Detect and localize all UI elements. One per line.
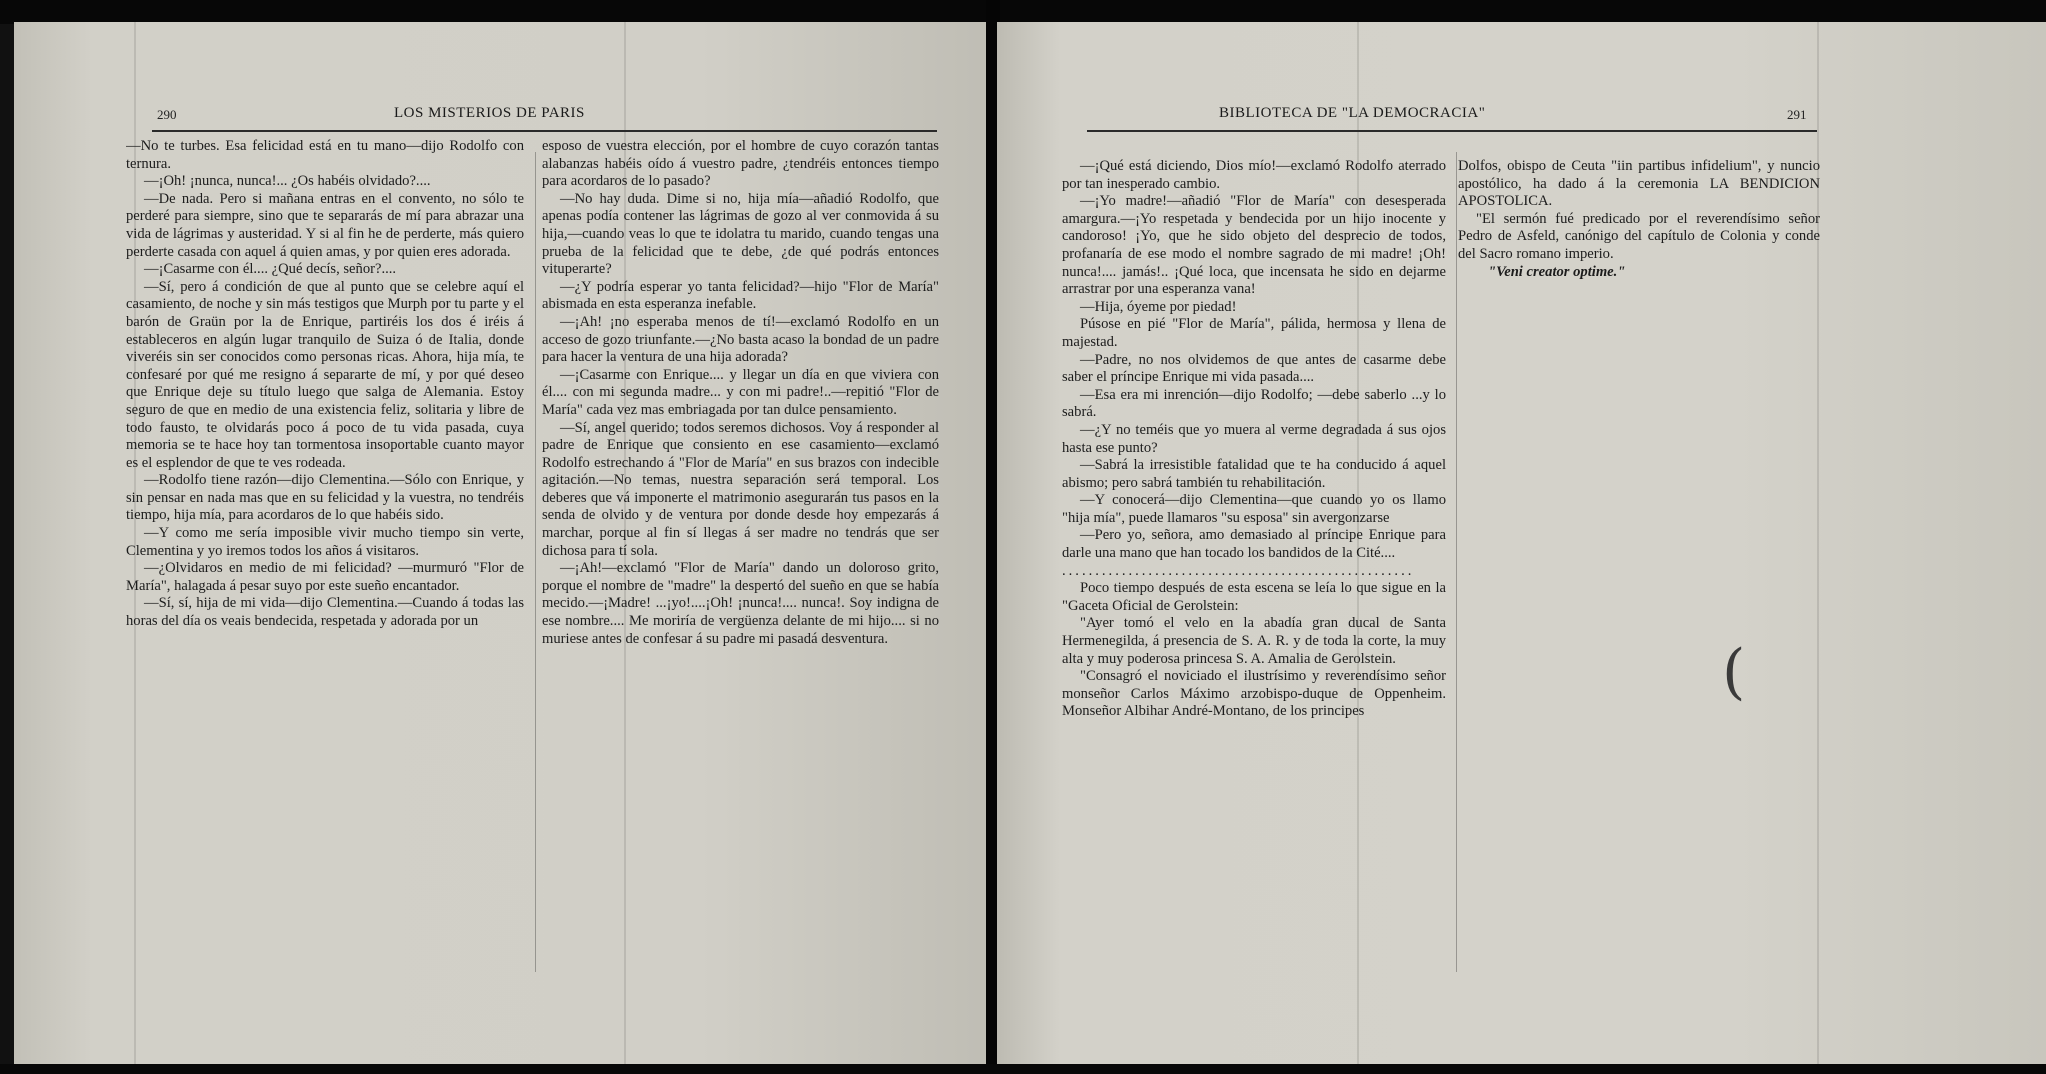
closing-quote: "Veni creator optime.": [1488, 263, 1626, 280]
paragraph: —Padre, no nos olvidemos de que antes de casarme debe saber el príncipe Enrique mi vida pasada....: [1062, 351, 1446, 386]
page-number: 290: [157, 107, 177, 122]
paragraph: —Y como me sería imposible vivir mucho tiempo sin verte, Clementina y yo iremos todos los años á visitaros.: [126, 525, 524, 559]
running-head: BIBLIOTECA DE "LA DEMOCRACIA": [1219, 105, 1486, 121]
header-rule: [1087, 130, 1817, 132]
column-divider: [535, 152, 536, 972]
paragraph: "Consagró el noviciado el ilustrísimo y reverendísimo señor monseñor Carlos Máximo arzobispo-duque de Oppenheim. Monseñor Albihar André-Montano, de los principes: [1062, 668, 1446, 720]
paragraph: esposo de vuestra elección, por el hombre de cuyo corazón tantas alabanzas habéis oído á vuestro padre, ¿tendréis entonces tiempo para acordaros de lo pasado?: [542, 138, 939, 190]
paragraph: —Sí, pero á condición de que al punto que se celebre aquí el casamiento, de noche y sin más testigos que Murph por tu parte y el barón de Graün por la de Enrique, partiréis los dos é iréis á estableceros en algún lugar tranquilo de Suiza ó de Italia, donde viveréis sin ser conocidos como personas ricas. Ahora, hija mía, te confesaré por qué me resigno á separarte de mí, y por qué deseo que Enrique deje su título luego que salga de Alemania. Estoy seguro de que en medio de una existencia feliz, solitaria y libre de todo fausto, te olvidarás poco á poco de tu vida pasada, cuya memoria se te hace hoy tan tormentosa insoportable cuanto mayor es el esplendor de que te ves rodeada.: [126, 278, 524, 471]
paragraph: —Rodolfo tiene razón—dijo Clementina.—Sólo con Enrique, y sin pensar en nada mas que en su felicidad y la vuestra, no tendréis tiempo, hija mía, para acordaros de lo que habéis sido.: [126, 472, 524, 524]
running-head: LOS MISTERIOS DE PARIS: [394, 105, 585, 121]
paragraph: —¡Oh! ¡nunca, nunca!... ¿Os habéis olvidado?....: [144, 173, 431, 190]
right-page-column-1: [1062, 158, 1446, 988]
paragraph: —Y conocerá—dijo Clementina—que cuando yo os llamo "hija mía", puede llamaros "su esposa" sin avergonzarse: [1062, 492, 1446, 526]
paragraph: —¡Qué está diciendo, Dios mío!—exclamó Rodolfo aterrado por tan inesperado cambio.: [1062, 158, 1446, 192]
paragraph: Púsose en pié "Flor de María", pálida, hermosa y llena de majestad.: [1062, 316, 1446, 350]
paragraph: "Ayer tomó el velo en la abadía gran ducal de Santa Hermenegilda, á presencia de S. A. R. y de toda la corte, la muy alta y muy poderosa princesa S. A. Amalia de Gerolstein.: [1062, 615, 1446, 667]
paragraph: —¿Y podría esperar yo tanta felicidad?—hijo "Flor de María" abismada en esta esperanza inefable.: [542, 278, 939, 313]
paragraph: —De nada. Pero si mañana entras en el convento, no sólo te perderé para siempre, sino que te separarás de mí para abrazar una vida de lágrimas y austeridad. Y si al fin he de perderte, más quiero perderte casada con aquel á quien amas, y por quien eres adorada.: [126, 190, 524, 260]
paragraph: —Esa era mi inrención—dijo Rodolfo; —debe saberlo ...y lo sabrá.: [1062, 386, 1446, 421]
paragraph: —No te turbes. Esa felicidad está en tu mano—dijo Rodolfo con ternura.: [126, 138, 524, 172]
paragraph: —¡Casarme con él.... ¿Qué decís, señor?....: [144, 261, 397, 278]
paragraph: —Sí, sí, hija de mi vida—dijo Clementina.—Cuando á todas las horas del día os veais bendecida, respetada y adorada por un: [126, 595, 524, 630]
right-page: [997, 22, 2046, 1074]
paragraph: —¡Yo madre!—añadió "Flor de María" con desesperada amargura.—¡Yo respetada y bendecida por un hijo inocente y candoroso! ¡Yo, que he sido objeto del desprecio de todos, profanaría de ese modo el nombre sagrado de mi madre! ¡Oh! nunca!.... jamás!.. ¡Qué loca, que incensata he sido en dejarme arrastrar por una esperanza vana!: [1062, 193, 1446, 298]
paragraph: Dolfos, obispo de Ceuta "iin partibus infidelium", y nuncio apostólico, ha dado á la ceremonia LA BENDICION APOSTOLICA.: [1458, 158, 1820, 210]
scan-top-border: [0, 0, 2046, 24]
left-page-column-2: [542, 138, 939, 988]
paragraph: Poco tiempo después de esta escena se leía lo que sigue en la "Gaceta Oficial de Gerolstein:: [1062, 580, 1446, 614]
header-rule: [152, 130, 937, 132]
paragraph: —Hija, óyeme por piedad!: [1080, 298, 1237, 315]
paragraph: "El sermón fué predicado por el reverendísimo señor Pedro de Asfeld, canónigo del capítulo de Colonia y conde del Sacro romano imperio.: [1458, 210, 1820, 262]
paragraph: —¿Y no teméis que yo muera al verme degradada á sus ojos hasta ese punto?: [1062, 421, 1446, 456]
right-page-column-2: [1458, 158, 1820, 358]
paragraph: —¡Ah! ¡no esperaba menos de tí!—exclamó Rodolfo en un acceso de gozo triunfante.—¿No basta acaso la bondad de un padre para hacer la ventura de una hija adorada?: [542, 313, 939, 366]
paragraph: —Pero yo, señora, amo demasiado al príncipe Enrique para darle una mano que han tocado los bandidos de la Cité....: [1062, 527, 1446, 562]
scan-bottom-border: [0, 1064, 2046, 1074]
column-divider: [1456, 152, 1457, 972]
page-number: 291: [1787, 107, 1807, 122]
paragraph: —¡Casarme con Enrique.... y llegar un día en que viviera con él.... con mi segunda madre... y con mi padre!..—repitió "Flor de María" cada vez mas embriagada por tan dulce pensamiento.: [542, 366, 939, 418]
left-page: [14, 22, 995, 1074]
paragraph: —No hay duda. Dime si no, hija mía—añadió Rodolfo, que apenas podía contener las lágrimas de gozo al ver conmovida á su hija,—cuando veas lo que te idolatra tu marido, cuando tengas una prueba de la felicidad que te debe, ¿de qué podrás entonces vituperarte?: [542, 190, 939, 278]
section-break-dots: .....................................................: [1062, 562, 1415, 579]
paragraph: —¡Ah!—exclamó "Flor de María" dando un doloroso grito, porque el nombre de "madre" la despertó del sueño en que se había mecido.—¡Madre! ...¡yo!....¡Oh! ¡nunca!.... nunca!. Soy indigna de ese nombre.... Me moriría de vergüenza delante de mi hijo.... si no muriese antes de confesar á su padre mi pasadá desventura.: [542, 560, 939, 647]
left-page-column-1: [126, 138, 524, 988]
pencil-mark: (: [1722, 637, 1746, 707]
paragraph: —¿Olvidaros en medio de mi felicidad? —murmuró "Flor de María", halagada á pesar suyo por este sueño encantador.: [126, 560, 524, 594]
paragraph: —Sí, angel querido; todos seremos dichosos. Voy á responder al padre de Enrique que consiento en ese casamiento—exclamó Rodolfo estrechando á "Flor de María" en sus brazos con indecible agitación.—No temas, nuestra separación será temporal. Los deberes que vá imponerte el matrimonio asegurarán tus pasos en la senda de olvido y de ventura por donde desde hoy empezarás á marchar, porque al fin sí llegas á ser madre no tendrás que ser dichosa para tí sola.: [542, 419, 939, 559]
paragraph: —Sabrá la irresistible fatalidad que te ha conducido á aquel abismo; pero sabrá también tu rehabilitación.: [1062, 457, 1446, 491]
